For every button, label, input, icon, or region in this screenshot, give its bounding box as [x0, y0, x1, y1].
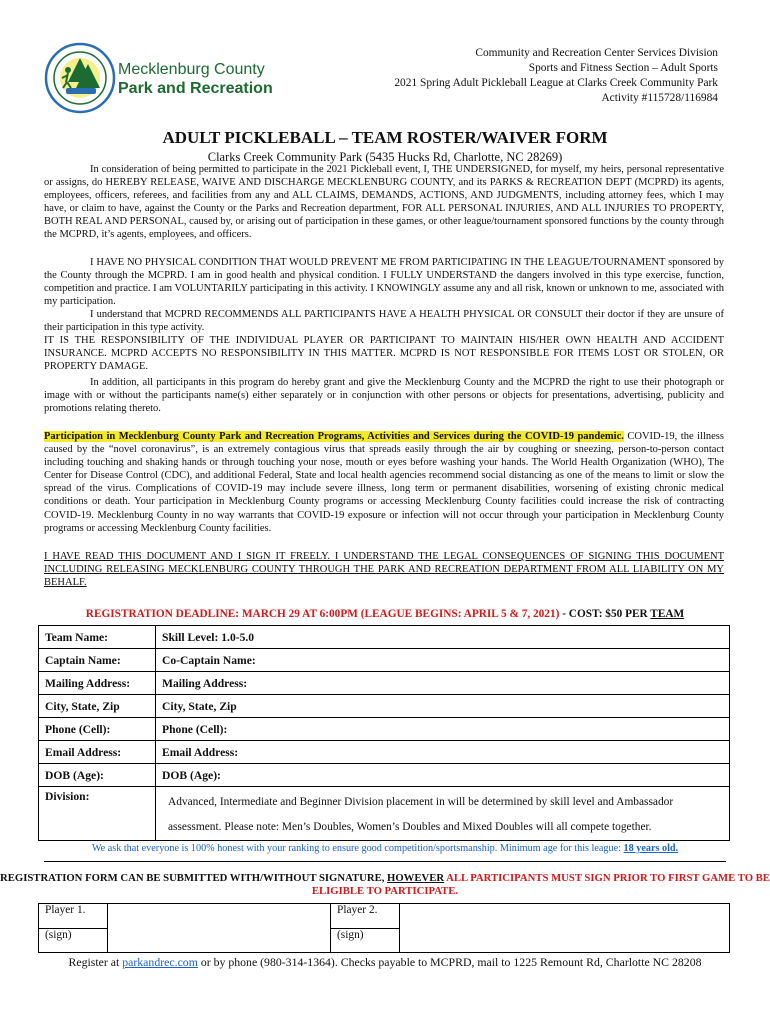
captain-city-state-zip-field[interactable]: City, State, Zip: [39, 695, 156, 718]
submission-text: REGISTRATION FORM CAN BE SUBMITTED WITH/WITHOUT SIGNATURE,: [0, 872, 388, 884]
captain-name-field[interactable]: Captain Name:: [39, 649, 156, 672]
submission-however: HOWEVER: [387, 872, 445, 884]
table-row: [39, 787, 730, 841]
covid-paragraph: [44, 430, 724, 535]
minimum-age: 18 years old.: [623, 843, 679, 854]
skill-level-field[interactable]: Skill Level: 1.0-5.0: [156, 626, 730, 649]
register-contact-text: or by phone (980-314-1364). Checks payable to MCPRD, mail to 1225 Remount Rd, Charlotte NC 28208: [197, 955, 702, 969]
co-captain-email-field[interactable]: Email Address:: [156, 741, 730, 764]
table-row: [39, 626, 730, 649]
table-row: [39, 764, 730, 787]
division-description: [156, 787, 730, 841]
division-text: Advanced, Intermediate and Beginner Division placement in will be determined by skill level and Ambassador assessment. Please note: Men’s Doubles, Women’s Doubles and Mixed Doubles will all compete together.: [168, 796, 674, 833]
player1-label: Player 1.: [39, 904, 108, 929]
captain-dob-field[interactable]: DOB (Age):: [39, 764, 156, 787]
logo-county-name: Mecklenburg County: [118, 61, 265, 78]
waiver-photo-release-paragraph: In addition, all participants in this program do hereby grant and give the Mecklenburg County and the MCPRD the right to use their photograph or image with or without the participants name(s) either separately or in conjunction with other persons or objects for presentations, advertising, publicity and promotions relating thereto.: [44, 377, 724, 415]
table-row: [39, 649, 730, 672]
cost-unit: TEAM: [650, 608, 685, 620]
table-row: [39, 904, 730, 929]
player2-field[interactable]: [400, 904, 730, 953]
co-captain-city-state-zip-field[interactable]: City, State, Zip: [156, 695, 730, 718]
activity-number-line: Activity #115728/116984: [601, 92, 718, 104]
submission-sign-requirement: ALL PARTICIPANTS MUST SIGN PRIOR TO FIRST GAME TO BE ELIGIBLE TO PARTICIPATE.: [311, 872, 770, 897]
honesty-note: [0, 843, 770, 854]
table-row: [39, 741, 730, 764]
parkandrec-link[interactable]: parkandrec.com: [122, 955, 198, 969]
cost-text: - COST: $50 PER: [559, 608, 651, 620]
team-roster-table: [38, 625, 730, 841]
covid-heading: Participation in Mecklenburg County Park and Recreation Programs, Activities and Services during the COVID-19 pandemic.: [44, 431, 624, 442]
divider: [44, 861, 726, 862]
table-row: [39, 695, 730, 718]
form-subtitle: Clarks Creek Community Park (5435 Hucks Rd, Charlotte, NC 28269): [207, 150, 563, 164]
form-title: ADULT PICKLEBALL – TEAM ROSTER/WAIVER FORM: [162, 128, 608, 147]
division-label: Division:: [39, 787, 156, 841]
waiver-release-paragraph: In consideration of being permitted to participate in the 2021 Pickleball event, I, THE UNDERSIGNED, for myself, my heirs, personal representative or assigns, do HEREBY RELEASE, WAIVE AND DISCHARGE MECKLENBURG COUNTY, and its PARKS & RECREATION DEPT (MCPRD) its agents, employees, officers, referees, and facilities from any and ALL CLAIMS, DEMANDS, ACTIONS, AND JUDGMENTS, including attorney fees, which I may have, or claim to have, against the County or the Parks and Recreation department, FOR ALL PERSONAL INJURIES, AND ALL INJURIES TO PROPERTY, BOTH REAL AND PERSONAL, caused by, or arising out of participation in these games, or other league/tournament sponsored functions by the county through the MCPRD, it’s agents, employees, and officers.: [44, 164, 724, 241]
team-name-field[interactable]: Team Name:: [39, 626, 156, 649]
captain-email-field[interactable]: Email Address:: [39, 741, 156, 764]
division-info: [358, 46, 718, 106]
logo-wordmark: [118, 60, 273, 98]
table-row: [39, 672, 730, 695]
waiver-insurance-paragraph: IT IS THE RESPONSIBILITY OF THE INDIVIDUAL PLAYER OR PARTICIPANT TO MAINTAIN HIS/HER OWN HEALTH AND ACCIDENT INSURANCE. MCPRD ACCEPTS NO RESPONSIBILITY IN THIS MATTER. MCPRD IS NOT RESPONSIBLE FOR ITEMS LOST OR STOLEN, OR PROPERTY DAMAGE.: [44, 335, 724, 373]
section-line: Sports and Fitness Section – Adult Sports: [528, 62, 718, 74]
co-captain-dob-field[interactable]: DOB (Age):: [156, 764, 730, 787]
division-line: Community and Recreation Center Services Division: [475, 47, 718, 59]
co-captain-name-field[interactable]: Co-Captain Name:: [156, 649, 730, 672]
player1-sign-label: (sign): [39, 928, 108, 953]
player-signature-table: [38, 903, 730, 953]
honesty-text: We ask that everyone is 100% honest with your ranking to ensure good competition/sportsmanship. Minimum age for this league:: [91, 843, 624, 854]
register-prefix: Register at: [68, 955, 123, 969]
co-captain-mailing-address-field[interactable]: Mailing Address:: [156, 672, 730, 695]
waiver-physical-condition-paragraph: I HAVE NO PHYSICAL CONDITION THAT WOULD PREVENT ME FROM PARTICIPATING IN THE LEAGUE/TOURNAMENT sponsored by the County through the MCPRD. I am in good health and physical condition. I FULLY UNDERSTAND the dangers involved in this type exercise, function, competition and practice. I am VOLUNTARILY participating in this activity. I KNOWINGLY assume any and all risk, known or unknown to me, associated with my participation.: [44, 257, 724, 308]
player2-label: Player 2.: [331, 904, 400, 929]
co-captain-phone-field[interactable]: Phone (Cell):: [156, 718, 730, 741]
logo-department-name: Park and Recreation: [118, 80, 273, 97]
submission-notice: [0, 872, 770, 898]
registration-deadline: [0, 608, 770, 620]
covid-text: COVID-19, the illness caused by the “novel coronavirus”, is an extremely contagious virus that spreads easily through the air by coughing or sneezing, person-to-person contact including touching and shaking hands or through touching your nose, mouth or eyes before washing your hands. The World Health Organization (WHO), The Center for Disease Control (CDC), and additional Federal, State and local health agencies recommend social distancing as one of the means to limit or slow the spread of the virus. Complications of COVID-19 may include severe illness, long term or permanent disabilities, worsening of existing chronic medical conditions or death. Your participation in Mecklenburg County programs or accessing Mecklenburg County facilities could increase the risk of contracting COVID-19. Mecklenburg County in no way warrants that COVID-19 exposure or infection will not occur through your participation in Mecklenburg County programs or accessing Mecklenburg County facilities.: [44, 431, 724, 534]
waiver-health-physical-paragraph: I understand that MCPRD RECOMMENDS ALL PARTICIPANTS HAVE A HEALTH PHYSICAL OR CONSULT their doctor if they are unsure of their participation in this type activity.: [44, 309, 724, 334]
captain-mailing-address-field[interactable]: Mailing Address:: [39, 672, 156, 695]
player2-sign-label: (sign): [331, 928, 400, 953]
mecklenburg-county-seal-logo: [44, 42, 116, 114]
deadline-date: REGISTRATION DEADLINE: MARCH 29 AT 6:00PM (LEAGUE BEGINS: APRIL 5 & 7, 2021): [85, 608, 560, 620]
table-row: [39, 718, 730, 741]
player1-field[interactable]: [108, 904, 331, 953]
registration-info: [0, 955, 770, 970]
captain-phone-field[interactable]: Phone (Cell):: [39, 718, 156, 741]
acknowledgement-statement: I HAVE READ THIS DOCUMENT AND I SIGN IT FREELY. I UNDERSTAND THE LEGAL CONSEQUENCES OF SIGNING THIS DOCUMENT INCLUDING RELEASING MECKLENBURG COUNTY THROUGH THE PARK AND RECREATION DEPARTMENT FROM ALL LIABILITY ON MY BEHALF.: [44, 551, 724, 589]
league-line: 2021 Spring Adult Pickleball League at Clarks Creek Community Park: [394, 77, 718, 89]
